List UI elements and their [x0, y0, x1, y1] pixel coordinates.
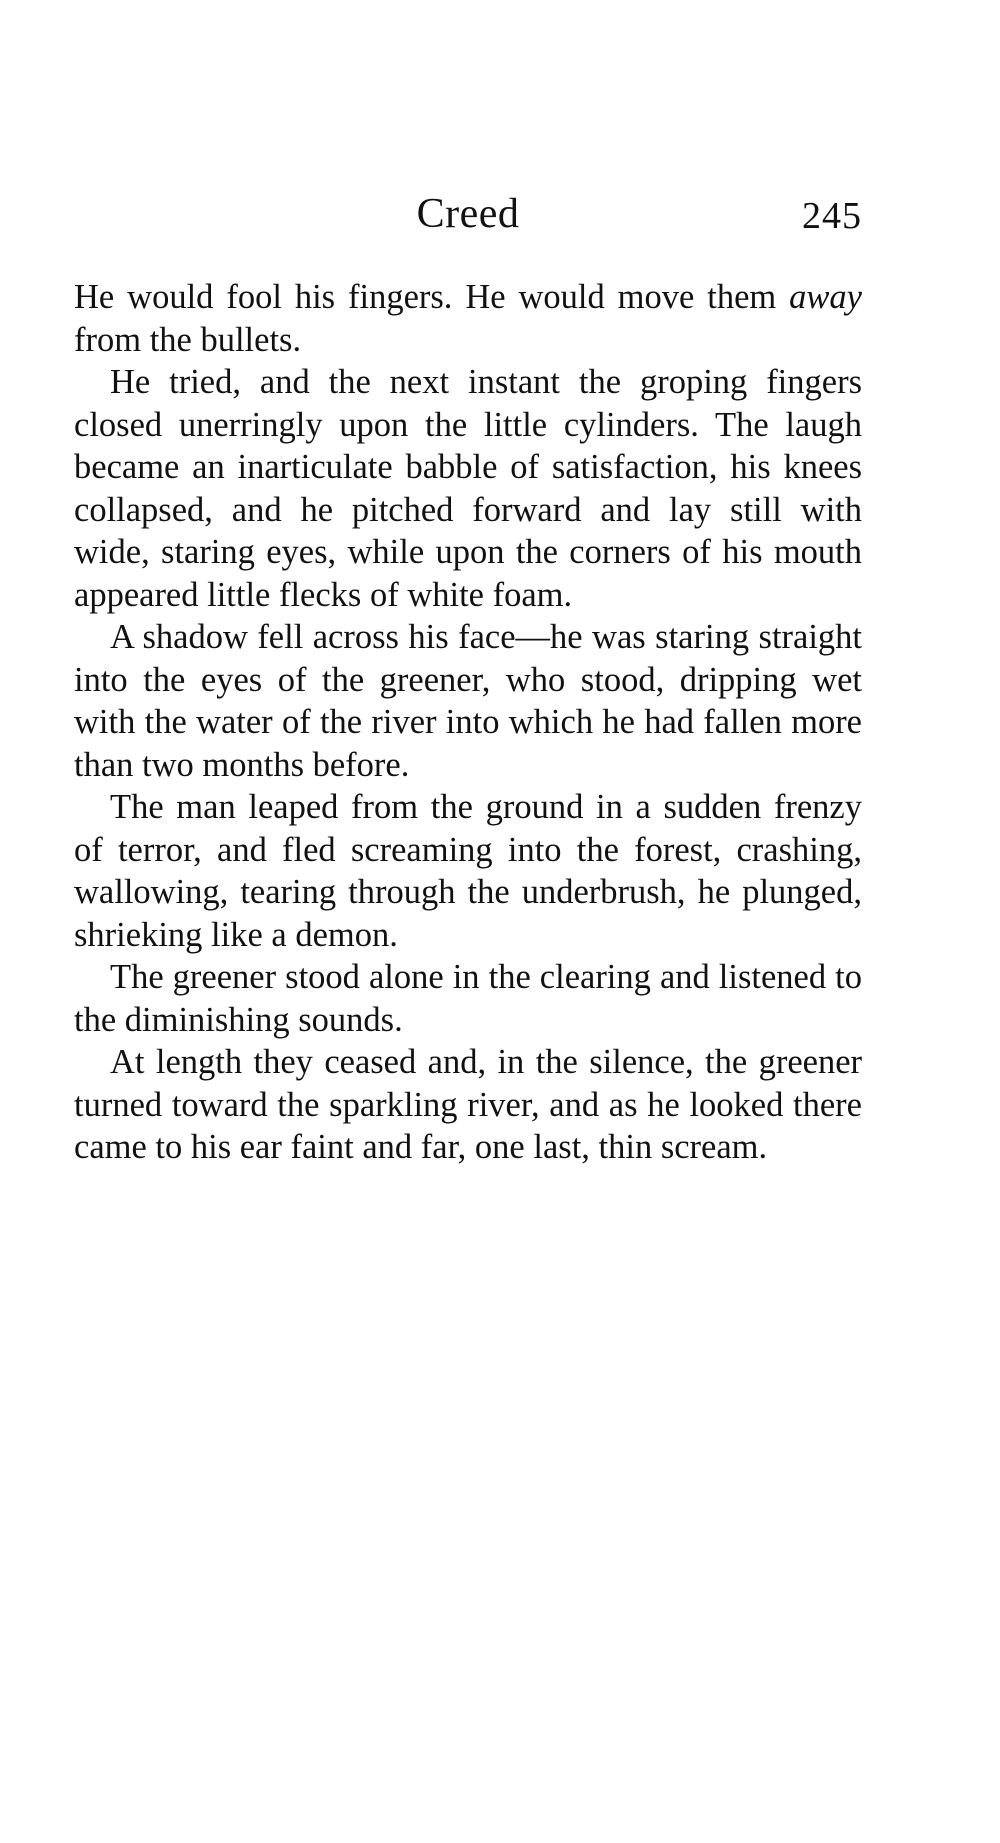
paragraph-1-emphasis: away: [789, 278, 862, 316]
chapter-title: Creed: [416, 191, 520, 237]
paragraph-2: He tried, and the next instant the groping fingers closed unerringly upon the little cylinders. The laugh became an inarticulate babble of satisfaction, his knees collapsed, and he pitched forward and lay still with wide, staring eyes, while upon the corners of his mouth appeared little flecks of white foam.: [74, 363, 862, 614]
paragraph-1-text-before: He would fool his fingers. He would move them: [74, 278, 790, 316]
paragraph-3: A shadow fell across his face—he was staring straight into the eyes of the greener, who stood, dripping wet with the water of the river into which he had fallen more than two months before.: [74, 618, 862, 784]
body-text: [74, 276, 862, 1169]
paragraph-1-text-after: from the bullets.: [74, 320, 302, 359]
paragraph-5: The greener stood alone in the clearing and listened to the diminishing sounds.: [74, 958, 862, 1039]
page-number: 245: [802, 195, 862, 237]
book-page: [74, 190, 862, 1169]
paragraph-6: At length they ceased and, in the silence, the greener turned toward the sparkling river, and as he looked there came to his ear faint and far, one last, thin scream.: [74, 1043, 862, 1166]
running-head: [74, 190, 862, 250]
paragraph-4: The man leaped from the ground in a sudden frenzy of terror, and fled screaming into the forest, crashing, wallowing, tearing through the underbrush, he plunged, shrieking like a demon.: [74, 788, 862, 954]
paragraph-1: [74, 276, 862, 361]
